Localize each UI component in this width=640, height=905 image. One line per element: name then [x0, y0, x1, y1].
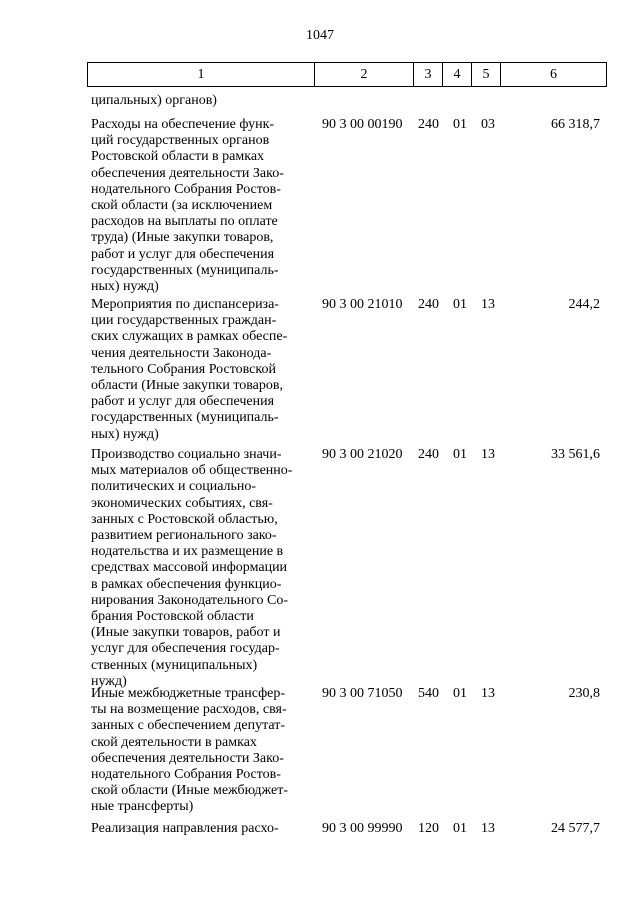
row-expense-type: 240 — [418, 297, 439, 312]
row-description: Иные межбюджетные трансфер- ты на возмещение расходов, свя- занных с обеспечением депутат- ской деятельности в рамках обеспечения деятельности Зако- нодательного Собрания Ростов- ской области (Иные межбюджет- ные трансферты) — [91, 686, 289, 815]
row-section: 01 — [453, 117, 467, 132]
column-header-1: 1 — [88, 63, 315, 87]
continuation-text: ципальных) органов) — [91, 93, 217, 108]
column-header-2: 2 — [315, 63, 414, 87]
row-description: Реализация направления расхо- — [91, 821, 279, 836]
row-sum: 244,2 — [568, 297, 600, 312]
page-number: 1047 — [306, 28, 334, 43]
column-header-row — [88, 63, 607, 87]
row-expense-type: 240 — [418, 117, 439, 132]
column-header-4: 4 — [443, 63, 472, 87]
row-expense-type: 540 — [418, 686, 439, 701]
row-subsection: 13 — [481, 686, 495, 701]
row-section: 01 — [453, 821, 467, 836]
column-header-3: 3 — [414, 63, 443, 87]
column-header-table — [87, 62, 607, 87]
row-sum: 24 577,7 — [551, 821, 600, 836]
row-expense-type: 240 — [418, 447, 439, 462]
column-header-6: 6 — [501, 63, 607, 87]
row-subsection: 13 — [481, 447, 495, 462]
row-target-code: 90 3 00 99990 — [322, 821, 403, 836]
row-section: 01 — [453, 686, 467, 701]
row-target-code: 90 3 00 21010 — [322, 297, 403, 312]
row-target-code: 90 3 00 21020 — [322, 447, 403, 462]
row-description: Мероприятия по диспансериза- ции государственных граждан- ских служащих в рамках обеспе- чения деятельности Законода- тельного Собрания Ростовской области (Иные закупки товаров, работ и услуг для обеспечения государственных (муниципаль- ных) нужд) — [91, 297, 288, 442]
row-subsection: 03 — [481, 117, 495, 132]
column-header-5: 5 — [472, 63, 501, 87]
row-subsection: 13 — [481, 821, 495, 836]
row-expense-type: 120 — [418, 821, 439, 836]
row-section: 01 — [453, 297, 467, 312]
row-sum: 66 318,7 — [551, 117, 600, 132]
row-section: 01 — [453, 447, 467, 462]
row-description: Расходы на обеспечение функ- ций государственных органов Ростовской области в рамках обеспечения деятельности Зако- нодательного Собрания Ростов- ской области (за исключением расходов на выплаты по оплате труда) (Иные закупки товаров, работ и услуг для обеспечения государственных (муниципаль- ных) нужд) — [91, 117, 284, 295]
row-target-code: 90 3 00 00190 — [322, 117, 403, 132]
row-target-code: 90 3 00 71050 — [322, 686, 403, 701]
row-subsection: 13 — [481, 297, 495, 312]
row-description: Производство социально значи- мых материалов об общественно- политических и социально- экономических событиях, свя- занных с Ростовской областью, развитием регионального зако- нодательства и их размещение в средствах массовой информации в рамках обеспечения функцио- нирования Законодательного Со- брания Ростовской области (Иные закупки товаров, работ и услуг для обеспечения государ- ственных (муниципальных) нужд) — [91, 447, 293, 689]
row-sum: 33 561,6 — [551, 447, 600, 462]
row-sum: 230,8 — [568, 686, 600, 701]
